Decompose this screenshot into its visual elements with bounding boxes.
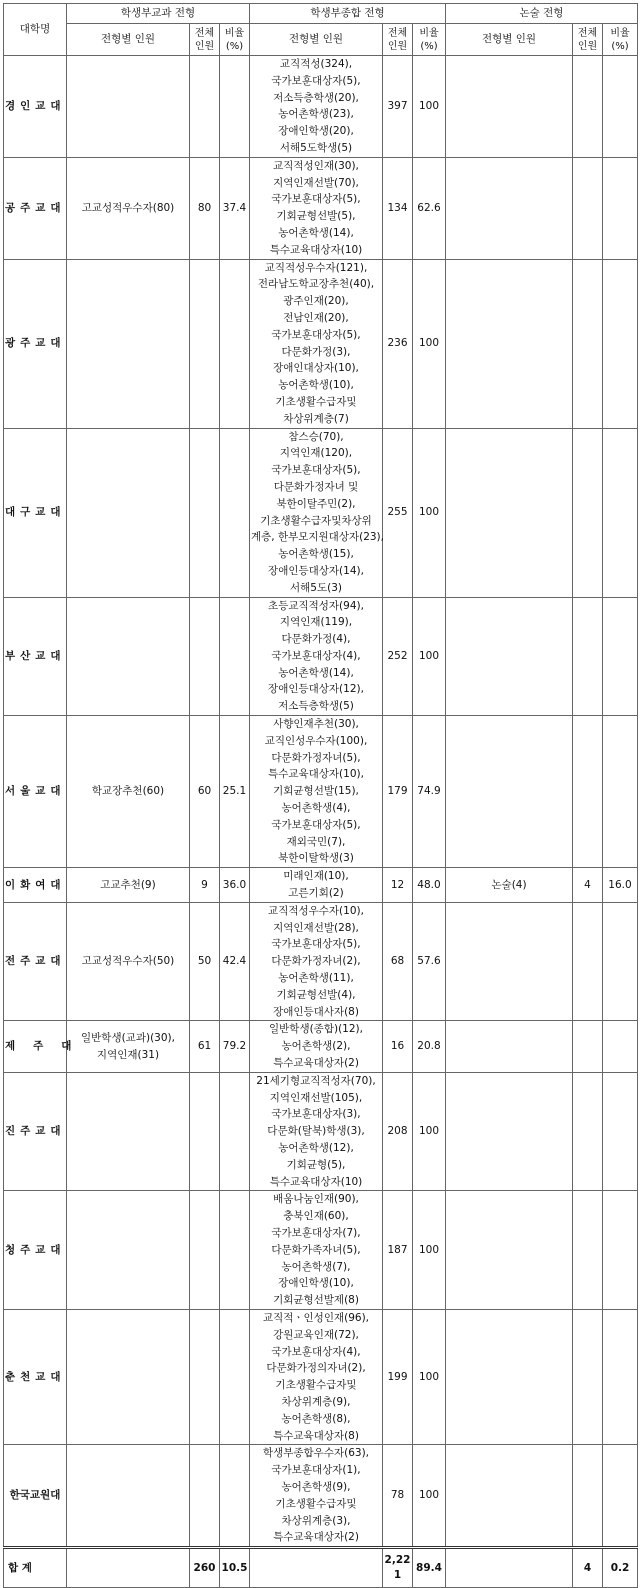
quota-type-line: 지역인재선발(28), (273, 921, 359, 934)
ratio-header: 비율 (%) (220, 24, 250, 56)
gyogwa-total (190, 428, 220, 597)
nonsul-ratio (603, 902, 638, 1021)
quota-type-line: 기회균형(5), (286, 1158, 346, 1171)
quota-type-line: 특수교육대상자(8) (273, 1429, 359, 1442)
nonsul-quota-types (446, 259, 573, 428)
table-row (4, 597, 638, 716)
quota-type-line: 일반학생(교과)(30), (81, 1031, 175, 1044)
quota-type-line: 교직적성우수자(121), (264, 261, 368, 274)
quota-type-line: 다문화가정자녀(2), (271, 955, 361, 968)
jonghap-quota-types (250, 1309, 383, 1444)
jonghap-quota-types (250, 259, 383, 428)
total-nonsul-total: 4 (573, 1548, 603, 1588)
quota-type-line: 기초생활수급자및 (275, 395, 357, 408)
nonsul-ratio (603, 1072, 638, 1191)
quota-type-line: 교직인성우수자(100), (264, 734, 368, 747)
quota-type-line: 장애인대상자(10), (273, 362, 359, 375)
jonghap-quota-types (250, 1072, 383, 1191)
jonghap-total: 208 (383, 1072, 413, 1191)
total-quota-header: 전체 인원 (573, 24, 603, 56)
table-row (4, 1021, 638, 1072)
table-row (4, 1072, 638, 1191)
jonghap-ratio: 20.8 (413, 1021, 446, 1072)
gyogwa-total (190, 56, 220, 158)
nonsul-quota-types (446, 902, 573, 1021)
quota-type-line: 초등교직적성자(94), (268, 599, 364, 612)
quota-type-line: 저소득층학생(20), (273, 91, 359, 104)
nonsul-ratio: 16.0 (603, 868, 638, 903)
nonsul-ratio (603, 157, 638, 259)
jonghap-ratio: 100 (413, 259, 446, 428)
nonsul-total (573, 259, 603, 428)
quota-type-line: 농어촌학생(12), (278, 1142, 354, 1154)
group-header-gyogwa: 학생부교과 전형 (67, 4, 250, 24)
table-body (4, 56, 638, 1548)
quota-type-line: 국가보훈대상자(5), (271, 464, 361, 477)
jonghap-ratio: 100 (413, 597, 446, 716)
group-header-nonsul: 논술 전형 (446, 4, 638, 24)
university-name: 서울교대 (4, 716, 67, 868)
jonghap-quota-types (250, 157, 383, 259)
nonsul-ratio (603, 428, 638, 597)
quota-type-line: 차상위계층(9), (281, 1395, 351, 1408)
university-name: 부산교대 (4, 597, 67, 716)
gyogwa-total (190, 259, 220, 428)
jonghap-ratio: 100 (413, 1191, 446, 1310)
gyogwa-quota-types (67, 868, 190, 903)
nonsul-ratio (603, 259, 638, 428)
table-row (4, 56, 638, 158)
nonsul-ratio (603, 1191, 638, 1310)
jonghap-quota-types (250, 56, 383, 158)
quota-type-line: 농어촌학생(11), (278, 972, 354, 985)
quota-type-line: 참스승(70), (288, 430, 344, 443)
nonsul-total (573, 1021, 603, 1072)
gyogwa-quota-types (67, 597, 190, 716)
quota-type-line: 다문화가정(3), (281, 345, 351, 358)
quota-type-line: 차상위계층(3), (281, 1514, 351, 1527)
gyogwa-ratio (220, 1445, 250, 1548)
nonsul-quota-types (446, 1191, 573, 1310)
quota-type-line: 농어촌학생(2), (281, 1040, 351, 1053)
header-sub-row (4, 24, 638, 56)
quota-type-line: 국가보훈대상자(5), (271, 938, 361, 951)
quota-type-line: 농어촌학생(15), (278, 548, 354, 561)
quota-type-line: 특수교육대상자(10) (269, 243, 363, 256)
nonsul-total (573, 1191, 603, 1310)
total-gyogwa-ratio: 10.5 (220, 1548, 250, 1588)
admission-table (3, 3, 638, 1588)
quota-type-line: 21세기형교직적성자(70), (256, 1074, 376, 1087)
gyogwa-ratio (220, 1309, 250, 1444)
jonghap-total: 179 (383, 716, 413, 868)
table-row (4, 1445, 638, 1548)
quota-type-line: 일반학생(종합)(12), (269, 1023, 363, 1036)
university-header: 대학명 (4, 4, 67, 56)
quota-type-line: 농어촌학생(14), (278, 666, 354, 679)
jonghap-total: 236 (383, 259, 413, 428)
gyogwa-total: 80 (190, 157, 220, 259)
jonghap-total: 252 (383, 597, 413, 716)
total-nonsul-ratio: 0.2 (603, 1548, 638, 1588)
university-name: 춘천교대 (4, 1309, 67, 1444)
quota-type-line: 재외국민(7), (286, 835, 346, 848)
quota-type-line: 장애인등대사자(8) (273, 1005, 359, 1018)
total-label: 합 계 (4, 1548, 67, 1588)
jonghap-total: 187 (383, 1191, 413, 1310)
quota-type-line: 지역인재(31) (96, 1048, 160, 1061)
university-name: 진주교대 (4, 1072, 67, 1191)
university-name: 경인교대 (4, 56, 67, 158)
jonghap-total: 255 (383, 428, 413, 597)
quota-type-line: 기초생활수급자및차상위 (260, 514, 372, 527)
nonsul-total (573, 56, 603, 158)
nonsul-ratio (603, 597, 638, 716)
nonsul-total: 4 (573, 868, 603, 903)
quota-type-line: 국가보훈대상자(4), (271, 649, 361, 662)
total-row (4, 1548, 638, 1588)
gyogwa-total (190, 1072, 220, 1191)
table-row (4, 1191, 638, 1310)
gyogwa-total: 61 (190, 1021, 220, 1072)
table-row (4, 259, 638, 428)
gyogwa-ratio: 36.0 (220, 868, 250, 903)
jonghap-total: 68 (383, 902, 413, 1021)
nonsul-quota-types (446, 1072, 573, 1191)
university-name: 대구교대 (4, 428, 67, 597)
total-jonghap-ratio: 89.4 (413, 1548, 446, 1588)
university-name: 전주교대 (4, 902, 67, 1021)
nonsul-quota-types (446, 868, 573, 903)
quota-type-line: 국가보훈대상자(4), (271, 1345, 361, 1358)
quota-type-line: 기회균형선발(5), (276, 210, 356, 223)
nonsul-total (573, 1072, 603, 1191)
quota-type-line: 농어촌학생(9), (281, 1480, 351, 1493)
quota-type-line: 특수교육대상자(2) (273, 1531, 359, 1544)
quota-type-line: 저소득층학생(5) (278, 700, 354, 713)
quota-type-line: 국가보훈대상자(5), (271, 193, 361, 206)
gyogwa-total: 50 (190, 902, 220, 1021)
quota-type-line: 국가보훈대상자(3), (271, 1108, 361, 1121)
type-quota-header: 전형별 인원 (446, 24, 573, 56)
gyogwa-total: 60 (190, 716, 220, 868)
jonghap-ratio: 57.6 (413, 902, 446, 1021)
quota-type-line: 교직적성인재(30), (273, 159, 359, 172)
header-group-row (4, 4, 638, 24)
university-name: 광주교대 (4, 259, 67, 428)
quota-type-line: 장애인학생(10), (278, 1277, 354, 1290)
total-gyogwa-types (67, 1548, 190, 1588)
jonghap-ratio: 48.0 (413, 868, 446, 903)
gyogwa-total (190, 597, 220, 716)
quota-type-line: 농어촌학생(7), (281, 1260, 351, 1273)
quota-type-line: 지역인재선발(70), (273, 176, 359, 189)
quota-type-line: 교직적성우수자(10), (268, 904, 364, 917)
quota-type-line: 지역인재선발(105), (269, 1091, 363, 1104)
gyogwa-quota-types (67, 259, 190, 428)
jonghap-total: 397 (383, 56, 413, 158)
table-row (4, 716, 638, 868)
total-gyogwa-total: 260 (190, 1548, 220, 1588)
quota-type-line: 다문화가정자녀(5), (271, 751, 361, 764)
quota-type-line: 광주인재(20), (283, 295, 349, 308)
jonghap-total: 199 (383, 1309, 413, 1444)
table-row (4, 868, 638, 903)
gyogwa-ratio (220, 428, 250, 597)
jonghap-quota-types (250, 1021, 383, 1072)
jonghap-ratio: 100 (413, 1309, 446, 1444)
quota-type-line: 지역인재(120), (279, 447, 353, 460)
jonghap-ratio: 74.9 (413, 716, 446, 868)
quota-type-line: 고른기회(2) (288, 887, 344, 900)
jonghap-quota-types (250, 868, 383, 903)
university-name: 제주대 (4, 1021, 67, 1072)
university-name: 이화여대 (4, 868, 67, 903)
jonghap-quota-types (250, 902, 383, 1021)
nonsul-total (573, 157, 603, 259)
quota-type-line: 장애인등대상자(12), (268, 683, 364, 696)
quota-type-line: 농어촌학생(14), (278, 226, 354, 239)
total-nonsul-types (446, 1548, 573, 1588)
quota-type-line: 다문화가족자녀(5), (271, 1243, 361, 1256)
nonsul-total (573, 597, 603, 716)
gyogwa-ratio (220, 1191, 250, 1310)
quota-type-line: 차상위계층(7) (283, 412, 349, 425)
quota-type-line: 서해5도(3) (290, 581, 342, 594)
quota-type-line: 논술(4) (491, 878, 527, 891)
quota-type-line: 고교성적우수자(80) (81, 201, 175, 214)
quota-type-line: 기회균형선발제(8) (273, 1294, 359, 1307)
jonghap-ratio: 100 (413, 1445, 446, 1548)
jonghap-quota-types (250, 716, 383, 868)
gyogwa-ratio (220, 597, 250, 716)
jonghap-ratio: 100 (413, 428, 446, 597)
gyogwa-ratio: 37.4 (220, 157, 250, 259)
nonsul-ratio (603, 1309, 638, 1444)
quota-type-line: 다문화가정(4), (281, 633, 351, 646)
quota-type-line: 장애인등대상자(14), (268, 564, 364, 577)
quota-type-line: 국가보훈대상자(1), (271, 1464, 361, 1477)
jonghap-total: 78 (383, 1445, 413, 1548)
nonsul-total (573, 1309, 603, 1444)
quota-type-line: 농어촌학생(23), (278, 108, 354, 121)
nonsul-total (573, 716, 603, 868)
nonsul-ratio (603, 716, 638, 868)
jonghap-ratio: 62.6 (413, 157, 446, 259)
gyogwa-total: 9 (190, 868, 220, 903)
quota-type-line: 국가보훈대상자(5), (271, 818, 361, 831)
quota-type-line: 지역인재(119), (279, 616, 353, 629)
gyogwa-quota-types (67, 1309, 190, 1444)
nonsul-quota-types (446, 428, 573, 597)
university-name: 청주교대 (4, 1191, 67, 1310)
table-row (4, 1309, 638, 1444)
quota-type-line: 계층, 한부모지원대상자(23), (251, 531, 384, 544)
university-name: 공주교대 (4, 157, 67, 259)
gyogwa-quota-types (67, 157, 190, 259)
quota-type-line: 고교성적우수자(50) (81, 955, 175, 968)
gyogwa-quota-types (67, 716, 190, 868)
quota-type-line: 서해5도학생(5) (279, 141, 353, 154)
quota-type-line: 전라남도학교장추천(40), (257, 278, 375, 291)
jonghap-quota-types (250, 428, 383, 597)
total-jonghap-types (250, 1548, 383, 1588)
gyogwa-quota-types (67, 902, 190, 1021)
quota-type-line: 기회균형선발(15), (273, 785, 359, 798)
table-row (4, 428, 638, 597)
total-quota-header: 전체 인원 (190, 24, 220, 56)
quota-type-line: 다문화(탈북)학생(3), (267, 1125, 365, 1138)
nonsul-quota-types (446, 597, 573, 716)
quota-type-line: 강원교육인재(72), (273, 1328, 359, 1341)
ratio-header: 비율 (%) (413, 24, 446, 56)
nonsul-quota-types (446, 716, 573, 868)
nonsul-quota-types (446, 1021, 573, 1072)
quota-type-line: 기회균형선발(4), (276, 988, 356, 1001)
jonghap-ratio: 100 (413, 1072, 446, 1191)
nonsul-quota-types (446, 56, 573, 158)
quota-type-line: 사향인재추천(30), (273, 718, 359, 731)
quota-type-line: 특수교육대상자(10), (268, 768, 364, 781)
quota-type-line: 배움나눔인재(90), (273, 1193, 359, 1206)
nonsul-quota-types (446, 1445, 573, 1548)
gyogwa-ratio: 79.2 (220, 1021, 250, 1072)
nonsul-quota-types (446, 1309, 573, 1444)
type-quota-header: 전형별 인원 (67, 24, 190, 56)
gyogwa-ratio: 42.4 (220, 902, 250, 1021)
table-row (4, 902, 638, 1021)
quota-type-line: 국가보훈대상자(7), (271, 1226, 361, 1239)
jonghap-ratio: 100 (413, 56, 446, 158)
university-name: 한국교원대 (4, 1445, 67, 1548)
jonghap-total: 134 (383, 157, 413, 259)
jonghap-quota-types (250, 1445, 383, 1548)
gyogwa-total (190, 1445, 220, 1548)
quota-type-line: 기초생활수급자및 (275, 1497, 357, 1510)
quota-type-line: 교직적ㆍ인성인재(96), (262, 1311, 370, 1324)
quota-type-line: 북한이탈학생(3) (278, 852, 354, 865)
jonghap-total: 12 (383, 868, 413, 903)
nonsul-ratio (603, 56, 638, 158)
table-row (4, 157, 638, 259)
nonsul-total (573, 902, 603, 1021)
quota-type-line: 농어촌학생(10), (278, 379, 354, 392)
nonsul-total (573, 1445, 603, 1548)
gyogwa-quota-types (67, 428, 190, 597)
gyogwa-ratio (220, 56, 250, 158)
gyogwa-quota-types (67, 1445, 190, 1548)
quota-type-line: 교직적성(324), (279, 58, 353, 70)
quota-type-line: 기초생활수급자및 (275, 1379, 357, 1392)
quota-type-line: 국가보훈대상자(5), (271, 328, 361, 341)
jonghap-total: 16 (383, 1021, 413, 1072)
nonsul-ratio (603, 1021, 638, 1072)
nonsul-quota-types (446, 157, 573, 259)
quota-type-line: 미래인재(10), (283, 870, 349, 883)
gyogwa-ratio: 25.1 (220, 716, 250, 868)
group-header-jonghap: 학생부종합 전형 (250, 4, 446, 24)
quota-type-line: 전남인재(20), (283, 311, 349, 324)
quota-type-line: 농어촌학생(8), (281, 1412, 351, 1425)
quota-type-line: 특수교육대상자(10) (269, 1175, 363, 1188)
nonsul-total (573, 428, 603, 597)
quota-type-line: 학교장추천(60) (91, 785, 165, 798)
gyogwa-quota-types (67, 56, 190, 158)
total-jonghap-total: 2,22 1 (383, 1548, 413, 1588)
gyogwa-ratio (220, 1072, 250, 1191)
gyogwa-quota-types (67, 1191, 190, 1310)
type-quota-header: 전형별 인원 (250, 24, 383, 56)
total-quota-header: 전체 인원 (383, 24, 413, 56)
quota-type-line: 장애인학생(20), (278, 125, 354, 138)
nonsul-ratio (603, 1445, 638, 1548)
quota-type-line: 북한이탈주민(2), (276, 497, 356, 510)
quota-type-line: 고교추천(9) (100, 878, 156, 891)
quota-type-line: 국가보훈대상자(5), (271, 74, 361, 87)
quota-type-line: 다문화가정자녀 및 (273, 480, 359, 493)
quota-type-line: 특수교육대상자(2) (273, 1057, 359, 1070)
gyogwa-quota-types (67, 1072, 190, 1191)
quota-type-line: 다문화가정의자녀(2), (266, 1362, 366, 1375)
ratio-header: 비율 (%) (603, 24, 638, 56)
gyogwa-ratio (220, 259, 250, 428)
jonghap-quota-types (250, 597, 383, 716)
gyogwa-total (190, 1309, 220, 1444)
quota-type-line: 충북인재(60), (283, 1210, 349, 1223)
quota-type-line: 학생부종합우수자(63), (262, 1447, 370, 1460)
gyogwa-total (190, 1191, 220, 1310)
jonghap-quota-types (250, 1191, 383, 1310)
quota-type-line: 농어촌학생(4), (281, 802, 351, 815)
